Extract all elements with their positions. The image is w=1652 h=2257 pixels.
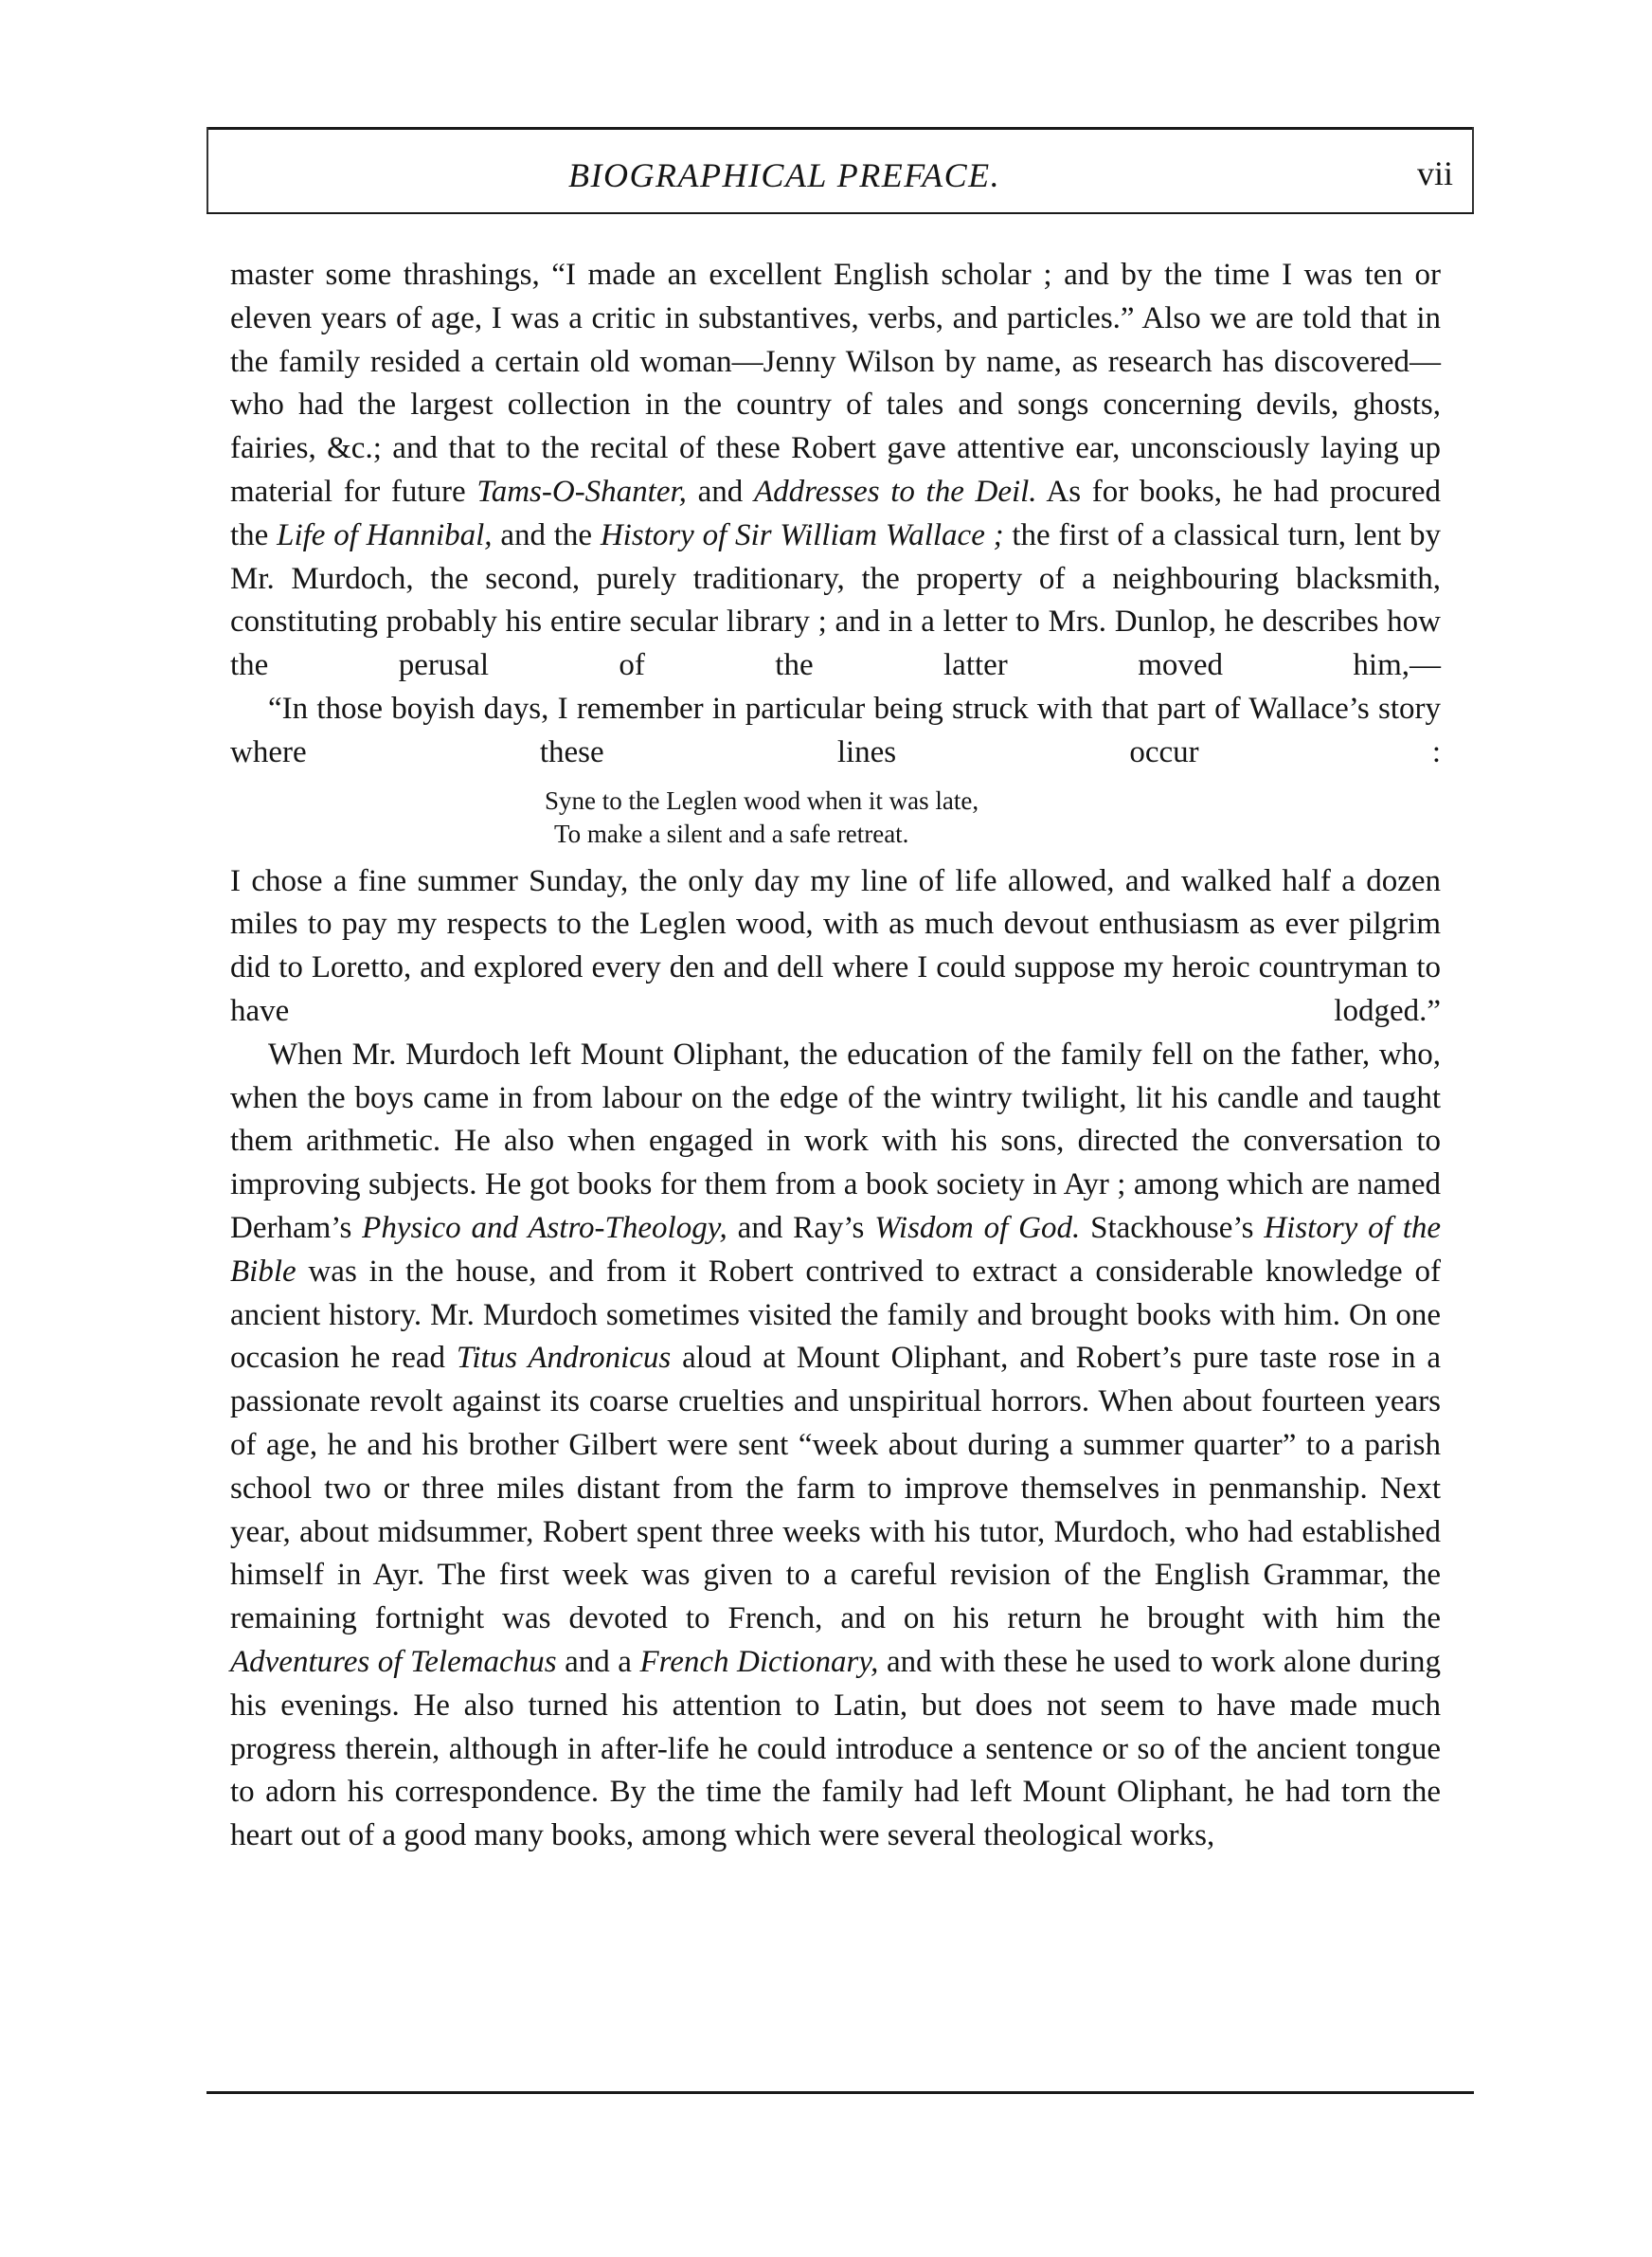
verse-line: Syne to the Leglen wood when it was late, [545,785,979,815]
work-title: Physico and Astro-Theology, [362,1210,727,1245]
work-title: Wisdom of God. [874,1210,1081,1245]
work-title: Addresses to the Deil. [753,474,1037,509]
verse-line: To make a silent and a safe retreat. [554,819,909,848]
work-title: Titus Andronicus [456,1341,672,1376]
body-text [230,254,1441,1858]
work-title: Life of Hannibal, [277,517,493,552]
header-right-border [1472,127,1474,214]
quote-intro: “In those boyish days, I remember in particular being struck with that part of Wallace’s story where these lines occur : [230,691,1441,769]
work-title: History of Sir William Wallace ; [600,517,1004,552]
work-title: Tams-O-Shanter, [476,474,687,509]
quote-continuation: I chose a fine summer Sunday, the only day my line of life allowed, and walked half a dozen miles to pay my respects to the Leglen wood, with as much devout enthusiasm as ever pilgrim did to Loretto, and explored every den and dell where I could suppose my heroic countryman to have lodged.” [230,863,1441,1028]
header-left-border [206,127,208,214]
running-head [227,140,1459,197]
page-number: vii [1416,154,1453,192]
verse-quotation [545,785,1441,851]
bottom-rule [206,2091,1474,2094]
header-rule [206,212,1474,214]
paragraph: When Mr. Murdoch left Mount Oliphant, the education of the family fell on the father, who, when the boys came in from labour on the edge of the wintry twilight, lit his candle and taught them arithmetic. He also when engaged in work with his sons, directed the conversation to improving subjects. He got books for them from a book society in Ayr ; among which are named Derham’s Physico and Astro-Theology, and Ray’s Wisdom of God. Stackhouse’s History of the Bible was in the house, and from it Robert contrived to extract a considerable knowledge of ancient history. Mr. Murdoch sometimes visited the family and brought books with him. On one occasion he read Titus Andronicus aloud at Mount Oliphant, and Robert’s pure taste rose in a passionate revolt against its coarse cruelties and unspiritual horrors. When about fourteen years of age, he and his brother Gilbert were sent “week about during a summer quarter” to a parish school two or three miles distant from the farm to improve themselves in penmanship. Next year, about midsummer, Robert spent three weeks with his tutor, Murdoch, who had established himself in Ayr. The first week was given to a careful revision of the English Grammar, the remaining fortnight was devoted to French, and on his return he brought with him the Adventures of Telemachus and a French Dictionary, and with these he used to work alone during his evenings. He also turned his attention to Latin, but does not seem to have made much progress therein, although in after-life he could introduce a sentence or so of the ancient tongue to adorn his correspondence. By the time the family had left Mount Oliphant, he had torn the heart out of a good many books, among which were several theological works, [230,1037,1442,1853]
work-title: Adventures of Telemachus [230,1644,557,1679]
work-title: History of the Bible [230,1210,1442,1289]
running-title: BIOGRAPHICAL PREFACE. [568,156,1001,194]
paragraph: master some thrashings, “I made an excellent English scholar ; and by the time I was ten or eleven years of age, I was a critic in substantives, verbs, and particles.” Also we are told that in the family resided a certain old woman—Jenny Wilson by name, as research has discovered—who had the largest collection in the country of tales and songs concerning devils, ghosts, fairies, &c.; and that to the recital of these Robert gave attentive ear, unconsciously laying up material for future Tams-O-Shanter, and Addresses to the Deil. As for books, he had procured the Life of Hannibal, and the History of Sir William Wallace ; the first of a classical turn, lent by Mr. Murdoch, the second, purely traditionary, the property of a neighbouring blacksmith, constituting probably his entire secular library ; and in a letter to Mrs. Dunlop, he describes how the perusal of the latter moved him,— [230,258,1442,683]
top-rule [206,127,1474,130]
work-title: French Dictionary, [639,1644,879,1679]
